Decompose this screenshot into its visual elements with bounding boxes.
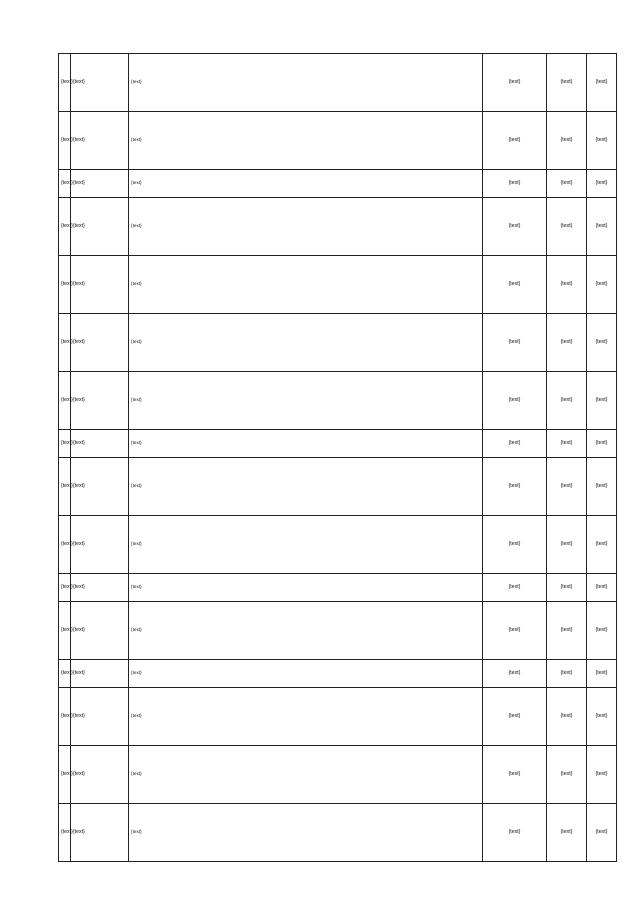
cadastral-number-cell: {text} <box>483 430 547 458</box>
cadastral-number-cell: {text} <box>483 458 547 516</box>
planned-year-cell: {text} <box>547 602 587 660</box>
works-cell: {text} <box>129 804 483 862</box>
table-row <box>59 314 617 372</box>
address-cell: {text} <box>71 804 129 862</box>
works-cell: {text} <box>129 574 483 602</box>
planned-year-cell: {text} <box>547 170 587 198</box>
row-number: {text} <box>59 112 71 170</box>
planned-year-cell: {text} <box>547 430 587 458</box>
cadastral-number-cell: {text} <box>483 516 547 574</box>
cadastral-number-cell: {text} <box>483 660 547 688</box>
year-built-cell: {text} <box>587 112 617 170</box>
year-built-cell: {text} <box>587 688 617 746</box>
cadastral-number-cell: {text} <box>483 574 547 602</box>
planned-year-cell: {text} <box>547 314 587 372</box>
year-built-cell: {text} <box>587 458 617 516</box>
row-number: {text} <box>59 256 71 314</box>
cadastral-number-cell: {text} <box>483 688 547 746</box>
year-built-cell: {text} <box>587 170 617 198</box>
cadastral-number-cell: {text} <box>483 170 547 198</box>
planned-year-cell: {text} <box>547 458 587 516</box>
row-number: {text} <box>59 198 71 256</box>
cadastral-number-cell: {text} <box>483 372 547 430</box>
cadastral-number-cell: {text} <box>483 804 547 862</box>
table-row <box>59 804 617 862</box>
works-cell: {text} <box>129 198 483 256</box>
year-built-cell: {text} <box>587 256 617 314</box>
table-row <box>59 688 617 746</box>
table-row <box>59 458 617 516</box>
table-row <box>59 170 617 198</box>
row-number: {text} <box>59 430 71 458</box>
works-cell: {text} <box>129 660 483 688</box>
planned-year-cell: {text} <box>547 746 587 804</box>
works-cell: {text} <box>129 112 483 170</box>
year-built-cell: {text} <box>587 804 617 862</box>
row-number: {text} <box>59 458 71 516</box>
table-row <box>59 198 617 256</box>
row-number: {text} <box>59 314 71 372</box>
row-number: {text} <box>59 746 71 804</box>
year-built-cell: {text} <box>587 54 617 112</box>
year-built-cell: {text} <box>587 602 617 660</box>
year-built-cell: {text} <box>587 314 617 372</box>
table-row <box>59 430 617 458</box>
planned-year-cell: {text} <box>547 574 587 602</box>
works-cell: {text} <box>129 458 483 516</box>
address-cell: {text} <box>71 602 129 660</box>
address-cell: {text} <box>71 660 129 688</box>
works-cell: {text} <box>129 688 483 746</box>
cadastral-number-cell: {text} <box>483 198 547 256</box>
table-row <box>59 602 617 660</box>
row-number: {text} <box>59 688 71 746</box>
address-cell: {text} <box>71 198 129 256</box>
table-row <box>59 516 617 574</box>
planned-year-cell: {text} <box>547 804 587 862</box>
row-number: {text} <box>59 804 71 862</box>
planned-year-cell: {text} <box>547 54 587 112</box>
table-row <box>59 54 617 112</box>
year-built-cell: {text} <box>587 430 617 458</box>
address-cell: {text} <box>71 746 129 804</box>
address-cell: {text} <box>71 458 129 516</box>
address-cell: {text} <box>71 430 129 458</box>
address-cell: {text} <box>71 688 129 746</box>
planned-year-cell: {text} <box>547 688 587 746</box>
table-row <box>59 746 617 804</box>
planned-year-cell: {text} <box>547 372 587 430</box>
planned-year-cell: {text} <box>547 660 587 688</box>
works-cell: {text} <box>129 170 483 198</box>
year-built-cell: {text} <box>587 746 617 804</box>
address-cell: {text} <box>71 314 129 372</box>
address-cell: {text} <box>71 112 129 170</box>
planned-year-cell: {text} <box>547 198 587 256</box>
works-cell: {text} <box>129 54 483 112</box>
works-cell: {text} <box>129 602 483 660</box>
row-number: {text} <box>59 574 71 602</box>
row-number: {text} <box>59 54 71 112</box>
works-cell: {text} <box>129 314 483 372</box>
address-cell: {text} <box>71 256 129 314</box>
works-cell: {text} <box>129 256 483 314</box>
table-row <box>59 256 617 314</box>
cadastral-number-cell: {text} <box>483 602 547 660</box>
year-built-cell: {text} <box>587 660 617 688</box>
table-row <box>59 112 617 170</box>
planned-year-cell: {text} <box>547 256 587 314</box>
row-number: {text} <box>59 602 71 660</box>
address-cell: {text} <box>71 516 129 574</box>
works-cell: {text} <box>129 430 483 458</box>
row-number: {text} <box>59 660 71 688</box>
cadastral-number-cell: {text} <box>483 314 547 372</box>
year-built-cell: {text} <box>587 574 617 602</box>
table-row <box>59 660 617 688</box>
table-body <box>59 54 617 862</box>
planned-year-cell: {text} <box>547 112 587 170</box>
works-cell: {text} <box>129 372 483 430</box>
address-cell: {text} <box>71 372 129 430</box>
cadastral-number-cell: {text} <box>483 112 547 170</box>
address-cell: {text} <box>71 574 129 602</box>
housing-repair-table <box>58 53 617 862</box>
cadastral-number-cell: {text} <box>483 746 547 804</box>
works-cell: {text} <box>129 516 483 574</box>
row-number: {text} <box>59 372 71 430</box>
row-number: {text} <box>59 170 71 198</box>
row-number: {text} <box>59 516 71 574</box>
year-built-cell: {text} <box>587 198 617 256</box>
year-built-cell: {text} <box>587 516 617 574</box>
cadastral-number-cell: {text} <box>483 54 547 112</box>
address-cell: {text} <box>71 170 129 198</box>
table-row <box>59 574 617 602</box>
year-built-cell: {text} <box>587 372 617 430</box>
table-row <box>59 372 617 430</box>
works-cell: {text} <box>129 746 483 804</box>
cadastral-number-cell: {text} <box>483 256 547 314</box>
address-cell: {text} <box>71 54 129 112</box>
planned-year-cell: {text} <box>547 516 587 574</box>
